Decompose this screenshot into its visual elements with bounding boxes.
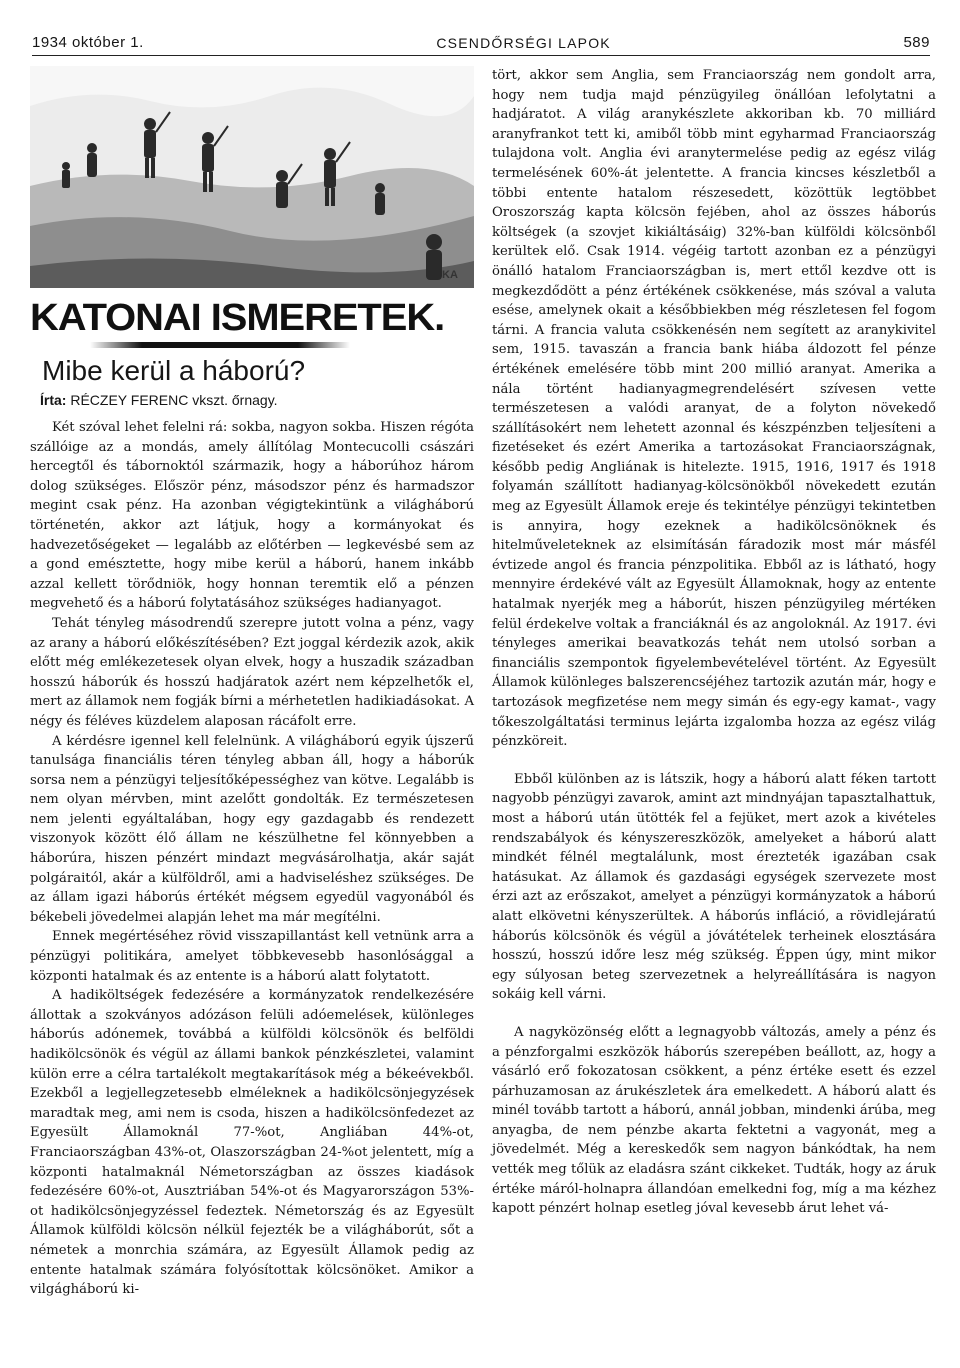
article-title: Mibe kerül a háború? (42, 355, 306, 386)
right-column (492, 66, 936, 1219)
byline-author: RÉCZEY FERENC vkszt. őrnagy. (70, 392, 278, 408)
running-header (32, 26, 930, 56)
header-date: 1934 október 1. (32, 34, 144, 51)
byline (40, 390, 474, 410)
header-publication: CSENDŐRSÉGI LAPOK (436, 35, 611, 51)
left-paragraph-1: Két szóval lehet felelni rá: sokba, nagyon sokba. Hiszen régóta szállóige az a mondás, amely állítólag Montecucolli császári hercegtől és tábornoktól származik, hogy a háborúhoz három dolog szükséges. Először pénz, másodszor pénz és harmadszor megint csak pénz. Ha azonban végigtekintünk a világháború történetén, akkor azt látjuk, hogy a kormányokat és hadvezetőségeket — legalább az előtérben — legkevésbé sem az a gond emésztette, hogy mibe kerül a háború, hanem inkább azzal kellett törődniök, hogy honnan teremtik elő a pénzen megvehető és a háború folytatásához szükséges hadianyagot. (30, 420, 474, 612)
right-paragraph-1: tört, akkor sem Anglia, sem Franciaország nem gondolt arra, hogy nem tudja majd pénzügyileg önállóan lefolytatni a hadjáratot. A világ aranykészlete akkoriban kb. 70 milliárd aranyfrankot tett ki, amiből több mint egyharmad Franciaország tulajdona volt. Anglia évi aranytermelése pedig az egész világ termelésének 60%-át jelentette. A francia kincses készletből a többi entente hatalom részesedett, közöttük legtöbbet Oroszország kapta kölcsön fejében, ahol az összes háborús költségek (a szovjet kikiáltásáig) 32%-ban külföldi kölcsönből kerültek elő. Csak 1914. végéig tartott azonban ez a pénzügyi önálló hatalom Franciaországban is, mert ettől kezdve ott is megkezdődött a pénz értékének csökkenése, más szóval a valuta esése, amelynek okait a későbbiekben még részletesen fel fogom tárni. A francia valuta csökkenésén nem segített az aranykivitel sem, 1915. tavaszán a francia bank hiába áldozott fel pénze értékének emelésére több mint 200 millió aranyat. Amerika a nála történt hadianyagmegrendelésért szívesen vette természetesen a valódi aranyat, de a folyton növekedő szállításokért nem lehetett azonnal és készpénzben teljesíteni a fizetéseket és ezért Amerika a tartozásokat Franciaországnak, később pedig Angliának is hitelezte. 1915, 1916, 1917 és 1918 folyamán szállított hadianyag-kölcsönökből növekedett ezután meg az Egyesült Államok ereje és tekintélye pénzügyi tekintetben is annyira, hogy ezeknek a hadikölcsönöknek és hitelműveleteknek az elsimításán fáradozik most már másfél évtizede angol és francia pénzpolitika. Ebből az is látható, hogy mennyire érdekévé vált az Egyesült Államoknak, hogy az entente hatalmak nyerjék meg a háborút, hiszen pénzügyileg mértéken felül érdekelve voltak a franciáknál és az angoloknál. Az 1917. évi tényleges amerikai beavatkozás tehát nem utolsó sorban a financiális szempontok figyelembevételével történt. Az Egyesült Államok különleges balszerencséjéhez tartozik azután már, hogy e tartozások megfizetése nem megy simán és egy-egy kamat-, vagy tőkeszolgáltatási terminus lejárta izgalomba hozza az egész világ pénzköreit. (492, 68, 936, 750)
left-paragraph-5: A hadiköltségek fedezésére a kormányzatok rendelkezésére állottak a szokványos adózáson felüli adóemelések, különleges háborús adónemek, továbbá a külföldi kölcsönök és belföldi hadikölcsönök és végül az állami bankok pénzkészletei, valamint külön erre a célra tartalékolt megtakarítások még a békeévekből. Ezekből a legjellegzetesebb elméleknek a hadikölcsönjegyzések maradtak meg, ami nem is csoda, hiszen a hadikölcsönfedezet az Egyesült Államoknál 77-%ot, Angliában 44%-ot, Franciaországban 43%-ot, Olaszországban 24-%ot jelentett, míg a központi hatalmaknál Németországban az összes kiadások fedezésére 60%-ot, Ausztriában 54%-ot és Magyarországon 53%-ot hadikölcsönjegyzéssel fedeztek. Németország és az Egyesült Államok külföldi kölcsön nélkül fejezték be a világháborút, sőt a németek a monrchia számára, az Egyesült Államok pedig az entente hatalmak számára folyósítottak kölcsönöket. Amikor a vilgágháború ki- (30, 988, 474, 1298)
header-page-number: 589 (903, 34, 930, 51)
section-title: KATONAI ISMERETEK. (30, 297, 445, 339)
banner-underline (90, 342, 350, 348)
right-paragraph-3: A nagyközönség előtt a legnagyobb változás, amely a pénz és a pénzforgalmi eszközök háborús szerepében beállott, az, hogy a vásárló erő fokozatosan csökkent, a pénz értéke esett és ezzel párhuzamosan az árukészletek ára emelkedett. A háború alatt és minél tovább tartott a háború, annál jobban, mindenki árúba, meg anyagba, de nem pénzbe akarta fektetni a vagyonát, meg a jövedelmét. Még a kereskedők sem nagyon bánkódtak, ha nem vették meg tőlük az eladásra szánt cikkeket. Tudták, hogy az áruk értéke máról-holnapra állandóan emelkedni fog, míg a ma kézhez kapott pénzért holnap esetleg jóval kevesebb árut lehet vá- (492, 1024, 936, 1217)
byline-label: Írta: (40, 392, 67, 408)
left-paragraph-4: Ennek megértéséhez rövid visszapillantást kell vetnünk arra a pénzügyi politikára, amelyet többkevesebb hasonlósággal a központi hatalmak és az entente is a háború alatt folytatott. (30, 929, 474, 984)
right-paragraph-2: Ebből különben az is látszik, hogy a háború alatt féken tartott nagyobb pénzügyi zavarok, amint azt mindnyájan tapasztalhattuk, most a háború után ütötték fel a fejüket, mert azok a kivételes rendszabályok és kényszereszközök, amelyeket a háború alatt mindkét félnél megtalálunk, most érezteték igazában csak hatásukat. Az államok és gazdasági egységek szervezete most érzi azt az erőszakot, amelyet a pénzügyi kormányzatok a háború alatt elkövetni kényszerültek. A háborús infláció, a rövidlejáratú háborús kölcsönök és végül a jóvátételek terheinek elosztására hosszú, hosszú időre lesz még szükség. Éppen úgy, mint mikor egy súlyosan beteg szervezetnek a helyreállítására is nagyon sokáig kell várni. (492, 771, 936, 1003)
illustration-drawing (30, 66, 474, 288)
illustration-soldiers (30, 66, 474, 288)
left-column (30, 66, 474, 1300)
figure-inscription: KA (442, 269, 458, 281)
left-paragraph-3: A kérdésre igennel kell felelnünk. A világháború egyik újszerű tanulsága financiális téren tényleg abban áll, hogy a háborúk sorsa nem a pénzügyi teljesítőképességhez van kötve. Legalább is nem olyan mérvben, mint azelőtt gondolták. Ez természetesen nem jelenti egyáltalában, hogy egy gazdagabb és rendezett viszonyok között élő állam ne készülhetne fel könnyebben a háborúra, hiszen pénzért mindazt megvásárolhatja, akár saját polgáraitól, akár a külföldről, ami a hadviseléshez szükséges. De az állam igazi háborús értékét mégsem egyedül vagyonából és békebeli jövedelmei alapján lehet ma már megítélni. (30, 733, 474, 925)
left-paragraph-2: Tehát tényleg másodrendű szerepre jutott volna a pénz, vagy az arany a háború előkészítésében? Ezt joggal kérdezik azok, akik előtt még emlékezetesek olyan elvek, hogy a huszadik században hosszú háborúk és hosszú hadjáratok azért nem képzelhetők el, mert az államok nem fogják bírni a mérhetetlen hadikiadásokat. A négy és féléves küzdelem alaposan rácáfolt erre. (30, 615, 474, 729)
